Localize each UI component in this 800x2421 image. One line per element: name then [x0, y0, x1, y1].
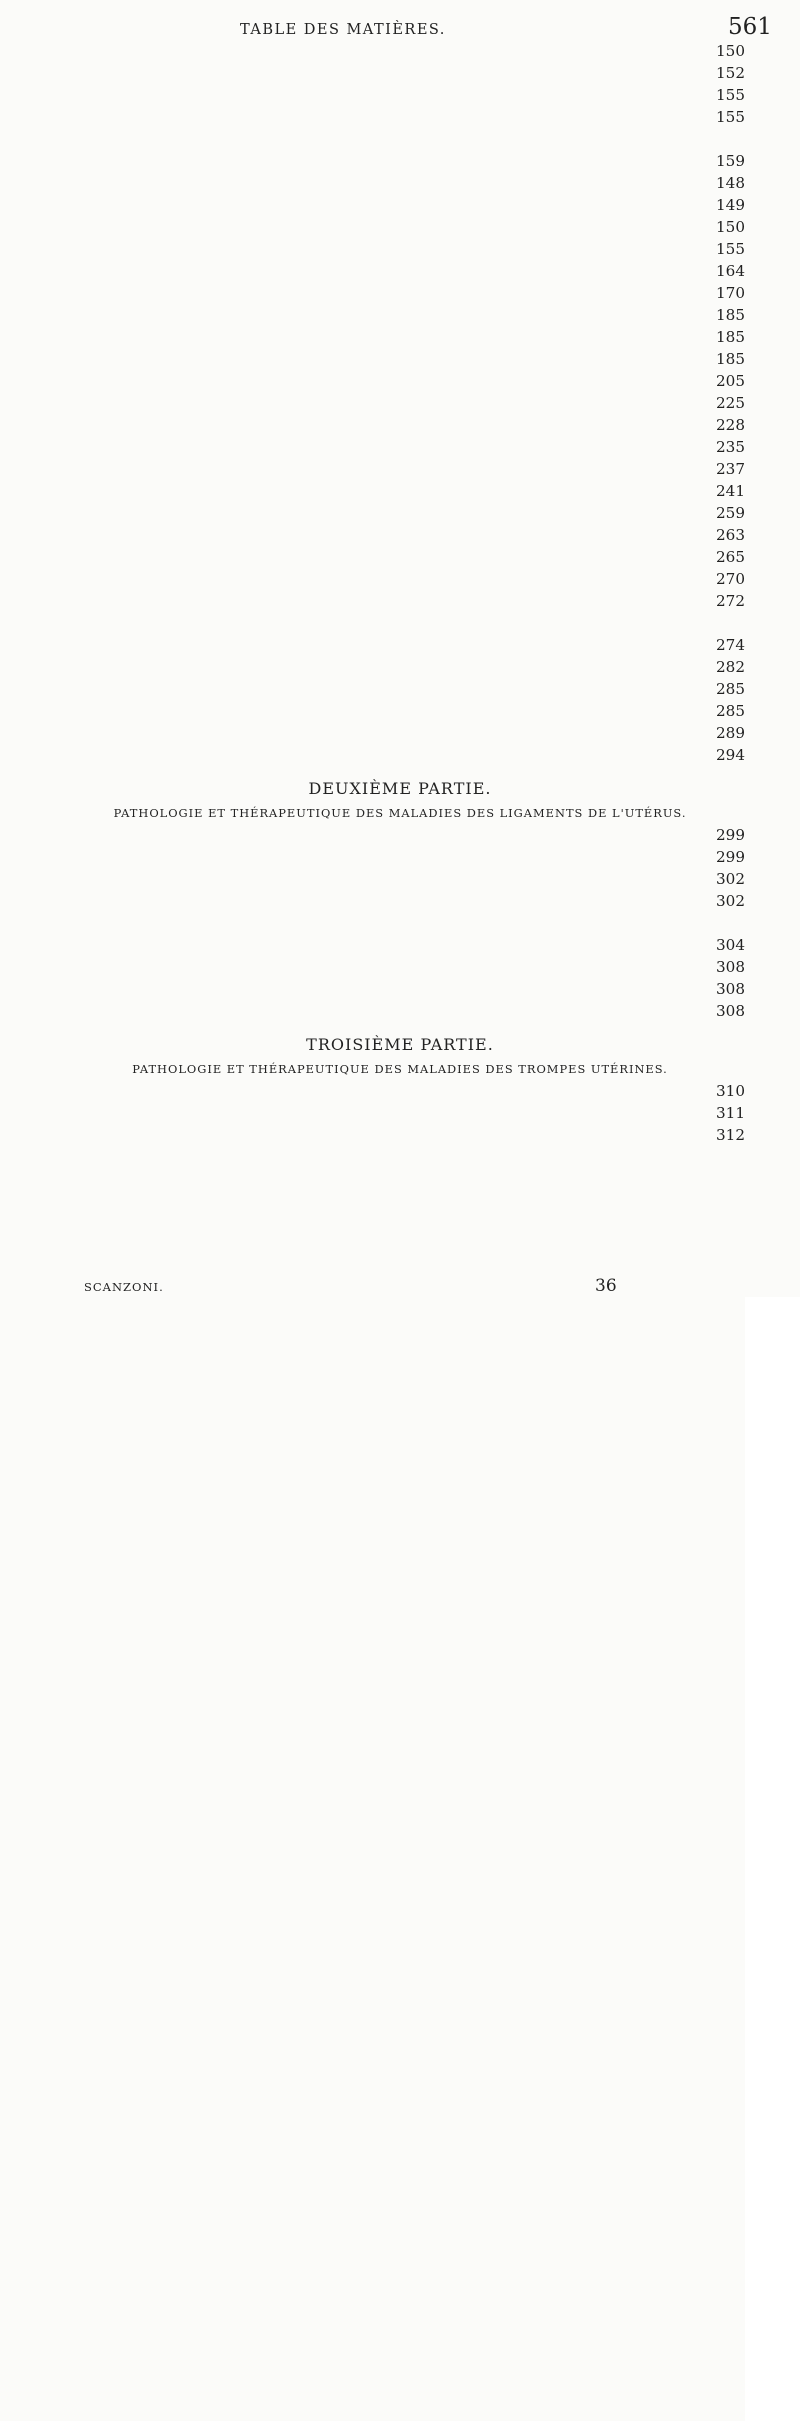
toc-entry-page: 263 — [0, 524, 745, 1821]
toc-entry — [0, 62, 800, 84]
toc-entry-page: 304 — [0, 934, 745, 2231]
toc-entry — [0, 194, 800, 216]
toc-entry — [0, 978, 800, 1000]
toc-entry — [0, 326, 800, 348]
toc-entry-page: 205 — [0, 370, 745, 1667]
toc-entry-page: 150 — [0, 40, 745, 1337]
toc-entry — [0, 216, 800, 238]
toc-entry — [0, 612, 800, 634]
toc-entry — [0, 106, 800, 128]
toc-entry — [0, 480, 800, 502]
toc-entry-page: 152 — [0, 62, 745, 1359]
toc-entry — [0, 868, 800, 890]
toc-entry — [0, 436, 800, 458]
toc-entry-page: 185 — [0, 326, 745, 1623]
toc-entry-page: 308 — [0, 956, 745, 2253]
toc-entry-page: 282 — [0, 656, 745, 1953]
toc-entry-page: 285 — [0, 700, 745, 1997]
page-number: 561 — [728, 14, 772, 40]
toc-entry — [0, 150, 800, 172]
toc-entry-page: 235 — [0, 436, 745, 1733]
toc-entry — [0, 524, 800, 546]
toc-entry — [0, 370, 800, 392]
toc-entry — [0, 414, 800, 436]
toc-entry — [0, 260, 800, 282]
toc-entry-page: 302 — [0, 868, 745, 2165]
toc-entry-page: 270 — [0, 568, 745, 1865]
toc-entry — [0, 590, 800, 612]
toc-entry-page: 237 — [0, 458, 745, 1755]
toc-entry-page: 299 — [0, 846, 745, 2143]
toc-entry — [0, 846, 800, 868]
toc-entry — [0, 634, 800, 656]
part-subheading: PATHOLOGIE ET THÉRAPEUTIQUE DES MALADIES DES TROMPES UTÉRINES. — [132, 1062, 668, 1076]
toc-entry-page: 185 — [0, 348, 745, 1645]
toc-entry-page: 155 — [0, 84, 745, 1381]
toc-entry — [0, 458, 800, 480]
toc-entry — [0, 700, 800, 722]
page-header — [0, 10, 800, 40]
table-of-contents — [0, 40, 800, 1146]
toc-entry — [0, 392, 800, 414]
running-title: TABLE DES MATIÈRES. — [240, 20, 446, 38]
signature-mark: SCANZONI. — [84, 1280, 164, 1294]
toc-entry-page: 150 — [0, 216, 745, 1513]
toc-entry — [0, 172, 800, 194]
toc-entry-page: 310 — [0, 1080, 745, 2377]
toc-entry — [0, 502, 800, 524]
toc-entry-page: 241 — [0, 480, 745, 1777]
toc-entry-page: 299 — [0, 824, 745, 2121]
toc-entry-page: 312 — [0, 1124, 745, 2421]
toc-entry — [0, 824, 800, 846]
toc-entry-page: 228 — [0, 414, 745, 1711]
toc-entry-page: 265 — [0, 546, 745, 1843]
toc-entry-page: 225 — [0, 392, 745, 1689]
toc-entry — [0, 546, 800, 568]
toc-entry-page: 155 — [0, 106, 745, 1403]
toc-entry — [0, 348, 800, 370]
toc-entry-page: 155 — [0, 238, 745, 1535]
toc-entry — [0, 1124, 800, 1146]
toc-entry — [0, 1000, 800, 1022]
toc-entry-page: 148 — [0, 172, 745, 1469]
sheet-number: 36 — [595, 1276, 617, 1296]
toc-entry — [0, 84, 800, 106]
page-footer — [0, 1276, 800, 1302]
toc-entry — [0, 744, 800, 766]
toc-entry — [0, 238, 800, 260]
toc-entry — [0, 722, 800, 744]
toc-entry — [0, 890, 800, 912]
toc-entry-page: 294 — [0, 744, 745, 2041]
toc-entry — [0, 1080, 800, 1102]
toc-entry — [0, 282, 800, 304]
part-heading: TROISIÈME PARTIE. — [306, 1035, 494, 1054]
toc-entry-page: 274 — [0, 634, 745, 1931]
toc-entry-page: 164 — [0, 260, 745, 1557]
toc-entry — [0, 568, 800, 590]
part-subheading: PATHOLOGIE ET THÉRAPEUTIQUE DES MALADIES DES LIGAMENTS DE L'UTÉRUS. — [113, 806, 687, 820]
toc-entry-page: 272 — [0, 590, 745, 1887]
toc-entry-page: 170 — [0, 282, 745, 1579]
toc-entry — [0, 956, 800, 978]
toc-entry — [0, 678, 800, 700]
toc-entry-page: 149 — [0, 194, 745, 1491]
toc-entry-page: 285 — [0, 678, 745, 1975]
part-heading: DEUXIÈME PARTIE. — [308, 779, 492, 798]
toc-entry — [0, 40, 800, 62]
toc-entry-page: 289 — [0, 722, 745, 2019]
toc-entry — [0, 934, 800, 956]
toc-entry-page: 308 — [0, 978, 745, 2275]
toc-entry-page: 159 — [0, 150, 745, 1447]
toc-entry — [0, 128, 800, 150]
toc-entry-page: 185 — [0, 304, 745, 1601]
toc-entry-page: 302 — [0, 890, 745, 2187]
toc-entry — [0, 912, 800, 934]
toc-entry-page: 308 — [0, 1000, 745, 2297]
toc-entry — [0, 304, 800, 326]
toc-entry — [0, 656, 800, 678]
toc-entry-page: 311 — [0, 1102, 745, 2399]
toc-entry-page: 259 — [0, 502, 745, 1799]
toc-entry — [0, 1102, 800, 1124]
